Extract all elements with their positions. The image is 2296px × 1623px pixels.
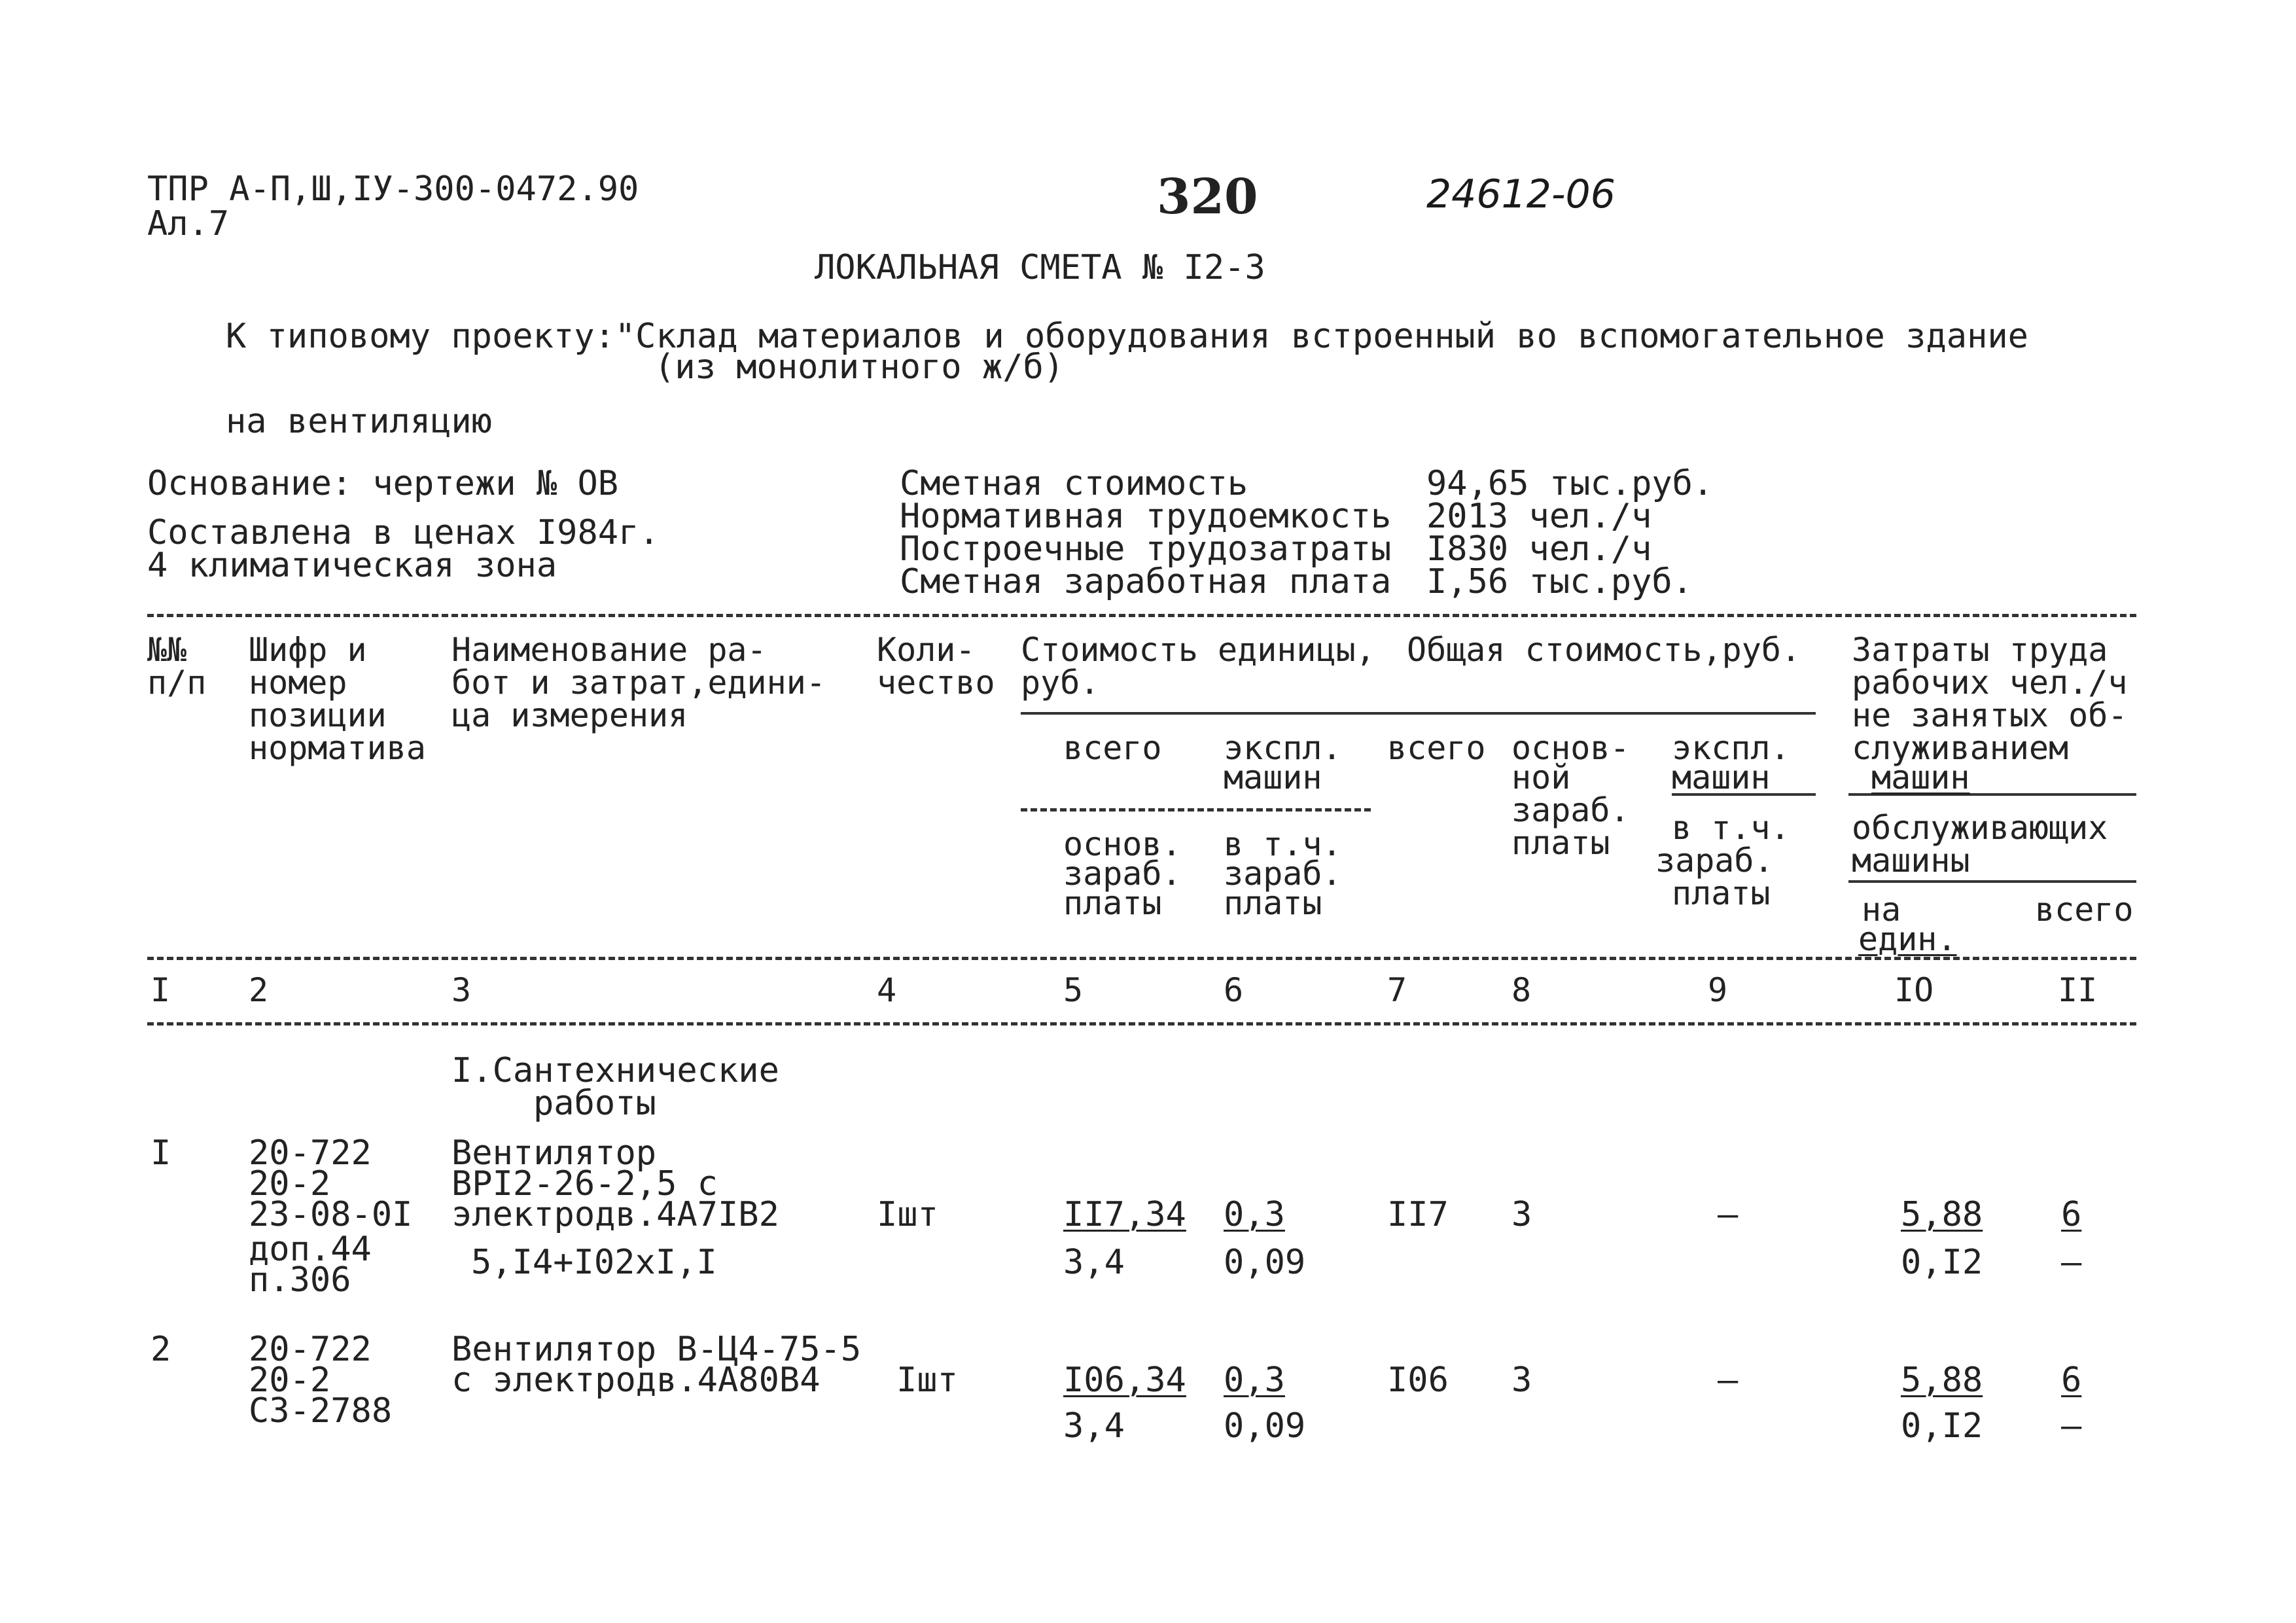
header-qty-2: чество — [877, 664, 995, 702]
basis-prices: Составлена в ценах I984г. — [147, 513, 660, 552]
row-1-calc: 5,I4+I02хI,I — [471, 1243, 717, 1282]
header-code-2: номер — [249, 664, 347, 702]
column-numbers-rule — [147, 1022, 2136, 1026]
col-number-4: 4 — [877, 971, 897, 1009]
header-code-1: Шифр и — [249, 631, 367, 669]
summary-value-wages: I,56 тыс.руб. — [1426, 562, 1693, 601]
row-1-code-1: 20-722 — [249, 1133, 372, 1173]
header-total-base-4: платы — [1511, 824, 1610, 862]
row-2-code-2: 20-2 — [249, 1361, 331, 1400]
row-2-labor-per-serv: 0,I2 — [1901, 1406, 1983, 1446]
header-labor-3: не занятых об- — [1852, 696, 2128, 734]
row-1-total-all: II7 — [1387, 1195, 1449, 1234]
header-labor-all: всего — [2035, 891, 2134, 929]
row-2-total-mach: – — [1718, 1361, 1739, 1400]
header-code-3: позиции — [249, 696, 387, 734]
handwritten-number: 24612-06 — [1426, 171, 1616, 217]
header-total-incl-2: зараб. — [1655, 842, 1774, 880]
summary-label-cost: Сметная стоимость — [900, 464, 1248, 503]
header-name-2: бот и затрат,едини- — [451, 664, 826, 702]
labor-subrule-2 — [1848, 880, 2136, 883]
header-unit-cost-1: Стоимость единицы, — [1021, 631, 1375, 669]
header-total-base-3: зараб. — [1511, 791, 1630, 829]
cost-header-rule — [1021, 712, 1816, 715]
col-number-5: 5 — [1063, 971, 1084, 1009]
row-2-unit-all: I06,34 — [1063, 1361, 1186, 1400]
row-1-code-2: 20-2 — [249, 1164, 331, 1204]
header-unit-base-1: основ. — [1063, 825, 1182, 863]
row-1-code-3: 23-08-0I — [249, 1195, 413, 1234]
row-2-code-1: 20-722 — [249, 1330, 372, 1369]
row-1-name-1: Вентилятор — [451, 1133, 657, 1173]
col-number-11: II — [2058, 971, 2098, 1009]
col-number-6: 6 — [1224, 971, 1244, 1009]
row-2-unit-base: 3,4 — [1063, 1406, 1125, 1446]
row-2-unit-incl: 0,09 — [1224, 1406, 1306, 1446]
row-1-labor-all: 6 — [2061, 1195, 2082, 1234]
header-unit-incl-2: зараб. — [1224, 855, 1342, 893]
col-number-8: 8 — [1511, 971, 1532, 1009]
row-1-name-3: электродв.4А7IВ2 — [451, 1195, 779, 1234]
row-2-num: 2 — [150, 1330, 171, 1369]
row-1-qty: Iшт — [877, 1195, 938, 1234]
col-number-2: 2 — [249, 971, 269, 1009]
row-2-name-1: Вентилятор В-Ц4-75-5 — [451, 1330, 862, 1369]
header-unit-incl-1: в т.ч. — [1224, 825, 1342, 863]
row-1-code-5: п.306 — [249, 1260, 351, 1300]
header-total-base-1: основ- — [1511, 729, 1630, 767]
header-labor-2: рабочих чел./ч — [1852, 664, 2128, 702]
header-qty-1: Коли- — [877, 631, 976, 669]
header-total-incl-1: в т.ч. — [1672, 809, 1790, 847]
header-bottom-rule — [147, 957, 2136, 960]
row-2-name-2: с электродв.4А80В4 — [451, 1361, 821, 1400]
estimate-title: ЛОКАЛЬНАЯ СМЕТА № I2-3 — [815, 248, 1265, 287]
header-unit-mach-1: экспл. — [1224, 729, 1342, 767]
row-1-labor-per: 5,88 — [1901, 1195, 1983, 1234]
header-total-mach-2: машин — [1672, 758, 1771, 796]
col-number-3: 3 — [451, 971, 472, 1009]
climate-zone: 4 климатическая зона — [147, 546, 557, 585]
header-name-3: ца измерения — [451, 696, 688, 734]
summary-value-cost: 94,65 тыс.руб. — [1426, 464, 1714, 503]
row-2-labor-per: 5,88 — [1901, 1361, 1983, 1400]
row-1-total-mach: – — [1718, 1195, 1739, 1234]
row-2-qty: Iшт — [896, 1361, 958, 1400]
row-1-unit-incl: 0,09 — [1224, 1243, 1306, 1282]
section-title-2: работы — [533, 1084, 656, 1123]
basis-drawings: Основание: чертежи № ОВ — [147, 464, 619, 503]
header-labor-1: Затраты труда — [1852, 631, 2108, 669]
summary-label-construction: Построечные трудозатраты — [900, 529, 1392, 569]
header-total-cost: Общая стоимость,руб. — [1407, 631, 1801, 669]
unit-cost-subrule — [1021, 808, 1371, 812]
row-1-labor-all-serv: – — [2061, 1243, 2082, 1282]
header-unit-base-3: платы — [1063, 884, 1162, 922]
col-number-1: I — [150, 971, 171, 1009]
document-code: ТПР А-П,Ш,IУ-300-0472.90 — [147, 169, 639, 209]
row-2-unit-mach: 0,3 — [1224, 1361, 1285, 1400]
header-unit-all: всего — [1063, 729, 1162, 767]
row-2-labor-all: 6 — [2061, 1361, 2082, 1400]
header-name-1: Наименование ра- — [451, 631, 767, 669]
row-1-labor-per-serv: 0,I2 — [1901, 1243, 1983, 1282]
row-1-unit-mach: 0,3 — [1224, 1195, 1285, 1234]
row-2-code-3: С3-2788 — [249, 1391, 393, 1431]
page-number: 320 — [1157, 169, 1258, 225]
section-title-1: I.Сантехнические — [451, 1051, 779, 1090]
header-labor-per-2: един. — [1858, 920, 1957, 958]
row-1-code-4: доп.44 — [249, 1230, 372, 1269]
album-number: Ал.7 — [147, 204, 230, 243]
project-line-1: К типовому проекту:"Склад материалов и оборудования встроенный во вспомогательное здание — [226, 317, 2028, 356]
summary-value-construction: I830 чел./ч — [1426, 529, 1652, 569]
row-1-total-base: 3 — [1511, 1195, 1532, 1234]
header-unit-mach-2: машин — [1224, 758, 1322, 796]
col-number-7: 7 — [1387, 971, 1407, 1009]
row-2-total-base: 3 — [1511, 1361, 1532, 1400]
table-top-rule — [147, 614, 2136, 617]
header-total-incl-3: платы — [1672, 874, 1771, 912]
row-2-total-all: I06 — [1387, 1361, 1449, 1400]
row-1-unit-base: 3,4 — [1063, 1243, 1125, 1282]
header-labor-4: служиванием — [1852, 729, 2069, 767]
header-unit-base-2: зараб. — [1063, 855, 1182, 893]
header-num-2: п/п — [147, 664, 207, 702]
header-total-mach-1: экспл. — [1672, 729, 1790, 767]
header-code-4: норматива — [249, 729, 426, 767]
header-labor-serv-1: обслуживающих — [1852, 809, 2108, 847]
summary-value-labor: 2013 чел./ч — [1426, 497, 1652, 536]
col-number-10: IO — [1894, 971, 1934, 1009]
project-line-2: (из монолитного ж/б) — [654, 348, 1065, 387]
header-total-base-2: ной — [1511, 758, 1571, 796]
summary-label-labor: Нормативная трудоемкость — [900, 497, 1392, 536]
purpose: на вентиляцию — [226, 402, 492, 441]
row-2-labor-all-serv: – — [2061, 1406, 2082, 1446]
row-1-num: I — [150, 1133, 171, 1173]
header-labor-per-1: на — [1862, 891, 1901, 929]
header-total-all: всего — [1387, 729, 1486, 767]
row-1-name-2: ВРI2-26-2,5 с — [451, 1164, 718, 1204]
summary-label-wages: Сметная заработная плата — [900, 562, 1392, 601]
header-num-1: №№ — [147, 631, 187, 669]
header-labor-serv-2: машины — [1852, 842, 1970, 880]
header-unit-cost-2: руб. — [1021, 664, 1100, 702]
row-1-unit-all: II7,34 — [1063, 1195, 1186, 1234]
col-number-9: 9 — [1708, 971, 1728, 1009]
header-labor-5: машин — [1871, 758, 1970, 796]
header-unit-incl-3: платы — [1224, 884, 1322, 922]
